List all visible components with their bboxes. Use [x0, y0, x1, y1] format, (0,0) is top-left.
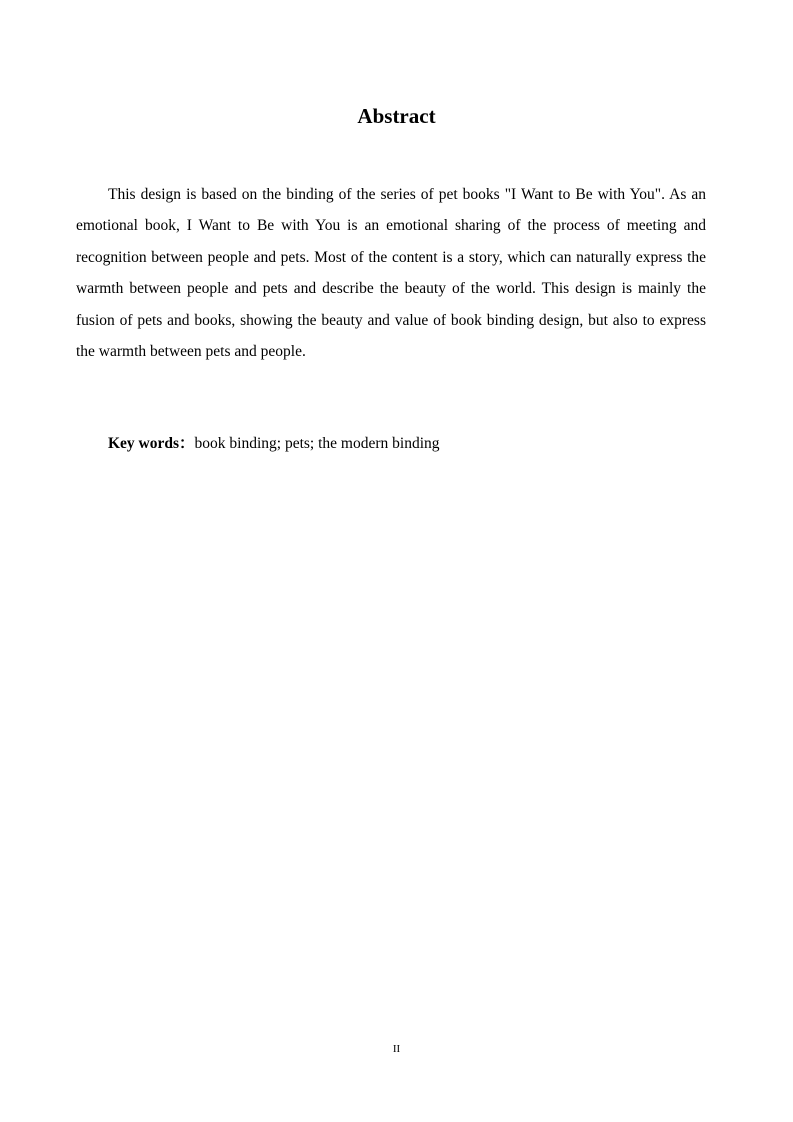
keywords-values: book binding; pets; the modern binding — [194, 435, 440, 452]
page-number: II — [392, 1043, 401, 1055]
abstract-title: Abstract — [357, 104, 436, 128]
keywords-line — [108, 431, 440, 457]
keywords-label: Key words： — [108, 435, 195, 452]
abstract-paragraph: This design is based on the binding of the series of pet books "I Want to Be with You". As an emotional book, I Want to Be with You is an emotional sharing of the process of meeting and recognition between people and pets. Most of the content is a story, which can naturally express the warmth between people and pets and describe the beauty of the world. This design is mainly the fusion of pets and books, showing the beauty and value of book binding design, but also to express the warmth between pets and people. — [76, 186, 706, 361]
